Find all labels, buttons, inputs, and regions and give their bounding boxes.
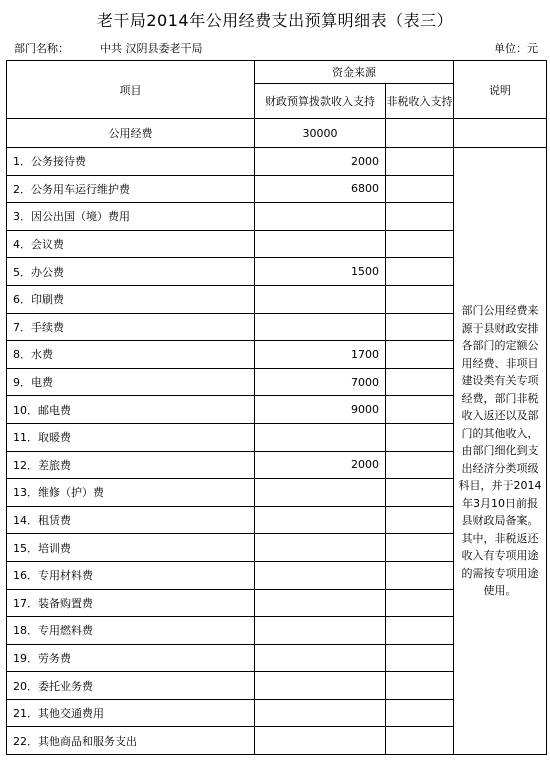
- description-text: 部门公用经费来源于县财政安排各部门的定额公用经费、非项目建设类有关专项经费，部门非税收入返还以及部门的其他收入，由部门细化到支出经济分类项级科目，并于2014年3月10日前报县财政局备案。其中，非税返还收入有专项用途的需按专项用途使用。: [454, 148, 547, 755]
- row-non-fiscal: [386, 148, 454, 176]
- row-non-fiscal: [386, 368, 454, 396]
- row-non-fiscal: [386, 230, 454, 258]
- row-label: 14．租赁费: [7, 506, 255, 534]
- row-label: 18．专用燃料费: [7, 617, 255, 645]
- row-fiscal: [255, 423, 386, 451]
- row-fiscal: 7000: [255, 368, 386, 396]
- row-non-fiscal: [386, 175, 454, 203]
- row-label: 13．维修（护）费: [7, 479, 255, 507]
- row-label: 12．差旅费: [7, 451, 255, 479]
- row-non-fiscal: [386, 589, 454, 617]
- unit-label: 单位：元: [494, 42, 538, 55]
- row-fiscal: [255, 589, 386, 617]
- row-label: 16．专用材料费: [7, 561, 255, 589]
- row-label: 9．电费: [7, 368, 255, 396]
- row-non-fiscal: [386, 617, 454, 645]
- row-non-fiscal: [386, 396, 454, 424]
- row-fiscal: [255, 506, 386, 534]
- row-non-fiscal: [386, 644, 454, 672]
- header-non-fiscal: 非税收入支持: [386, 84, 454, 119]
- row-fiscal: [255, 479, 386, 507]
- row-fiscal: [255, 727, 386, 755]
- row-fiscal: 1500: [255, 258, 386, 286]
- expense-table: [6, 60, 547, 755]
- department-label: 部门名称：: [14, 42, 69, 55]
- row-non-fiscal: [386, 258, 454, 286]
- row-label: 1．公务接待费: [7, 148, 255, 176]
- row-label: 10．邮电费: [7, 396, 255, 424]
- row-label: 4．会议费: [7, 230, 255, 258]
- row-non-fiscal: [386, 341, 454, 369]
- row-fiscal: 2000: [255, 148, 386, 176]
- row-fiscal: 6800: [255, 175, 386, 203]
- row-fiscal: 2000: [255, 451, 386, 479]
- row-non-fiscal: [386, 561, 454, 589]
- row-label: 19．劳务费: [7, 644, 255, 672]
- total-row: [7, 119, 547, 148]
- page-title: 老干局2014年公用经费支出预算明细表（表三）: [96, 11, 454, 30]
- row-fiscal: [255, 313, 386, 341]
- row-fiscal: [255, 617, 386, 645]
- row-non-fiscal: [386, 423, 454, 451]
- header-fiscal: 财政预算拨款收入支持: [255, 84, 386, 119]
- row-label: 5．办公费: [7, 258, 255, 286]
- row-fiscal: [255, 561, 386, 589]
- row-fiscal: [255, 644, 386, 672]
- department-value: 中共 汉阴县委老干局: [100, 42, 203, 55]
- row-fiscal: [255, 230, 386, 258]
- table-row: [7, 148, 547, 176]
- row-non-fiscal: [386, 285, 454, 313]
- total-label: 公用经费: [7, 119, 255, 148]
- row-non-fiscal: [386, 203, 454, 231]
- row-label: 3．因公出国（境）费用: [7, 203, 255, 231]
- row-fiscal: 1700: [255, 341, 386, 369]
- row-label: 7．手续费: [7, 313, 255, 341]
- row-label: 6．印刷费: [7, 285, 255, 313]
- row-label: 21．其他交通费用: [7, 699, 255, 727]
- row-fiscal: [255, 203, 386, 231]
- row-label: 22．其他商品和服务支出: [7, 727, 255, 755]
- row-label: 15．培训费: [7, 534, 255, 562]
- row-non-fiscal: [386, 534, 454, 562]
- row-non-fiscal: [386, 727, 454, 755]
- row-label: 2．公务用车运行维护费: [7, 175, 255, 203]
- row-non-fiscal: [386, 451, 454, 479]
- header-description: 说明: [454, 61, 547, 119]
- row-non-fiscal: [386, 672, 454, 700]
- row-label: 8．水费: [7, 341, 255, 369]
- total-non-fiscal: [386, 119, 454, 148]
- row-fiscal: [255, 699, 386, 727]
- row-non-fiscal: [386, 506, 454, 534]
- row-non-fiscal: [386, 699, 454, 727]
- row-label: 17．装备购置费: [7, 589, 255, 617]
- header-funding-source: 资金来源: [255, 61, 454, 84]
- header-item: 项目: [7, 61, 255, 119]
- row-fiscal: [255, 672, 386, 700]
- row-fiscal: [255, 285, 386, 313]
- row-label: 20．委托业务费: [7, 672, 255, 700]
- row-non-fiscal: [386, 313, 454, 341]
- row-fiscal: 9000: [255, 396, 386, 424]
- row-fiscal: [255, 534, 386, 562]
- row-non-fiscal: [386, 479, 454, 507]
- total-fiscal: 30000: [255, 119, 386, 148]
- total-desc-cell: [454, 119, 547, 148]
- row-label: 11．取暖费: [7, 423, 255, 451]
